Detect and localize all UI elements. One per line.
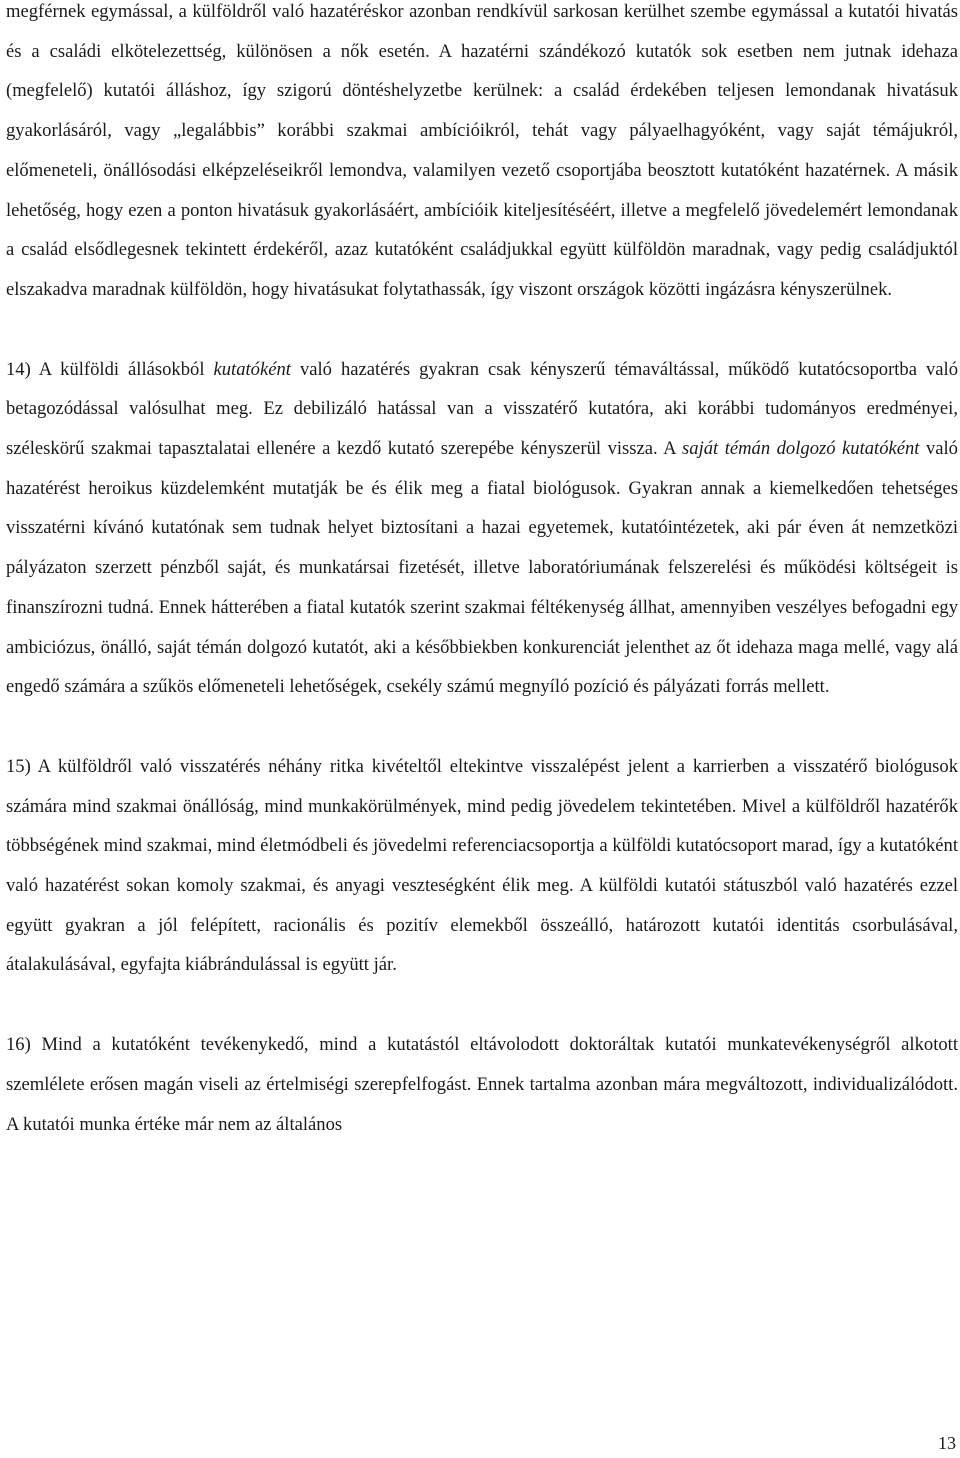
paragraph-text: megférnek egymással, a külföldről való hazatéréskor azonban rendkívül sarkosan kerülhet szembe egymással a kutatói hivatás és a családi elkötelezettség, különösen a nők esetén. A hazatérni szándékozó kutatók sok esetben nem jutnak idehaza (megfelelő) kutatói álláshoz, így szigorú döntéshelyzetbe kerülnek: a család érdekében teljesen lemondanak hivatásuk gyakorlásáról, vagy „legalábbis” korábbi szakmai ambícióikról, tehát vagy pályaelhagyóként, vagy saját témájukról, előmeneteli, önállósodási elképzeléseikről lemondva, valamilyen vezető csoportjába beosztott kutatóként hazatérnek. A másik lehetőség, hogy ezen a ponton hivatásuk gyakorlásáért, ambícióik kiteljesítéséért, illetve a megfelelő jövedelemért lemondanak a család elsődlegesnek tekintett érdekéről, azaz kutatóként családjukkal együtt külföldön maradnak, vagy pedig családjuktól elszakadva maradnak külföldön, hogy hivatásukat folytathassák, így viszont országok közötti ingázásra kényszerülnek. bbox=[6, 1, 958, 300]
page-number: 13 bbox=[938, 1433, 956, 1453]
paragraph-15 bbox=[6, 747, 958, 985]
paragraph-16 bbox=[6, 1025, 958, 1144]
paragraph-text: való hazatérést heroikus küzdelemként mutatják be és élik meg a fiatal biológusok. Gyakran annak a kiemelkedően tehetséges visszatérni kívánó kutatónak sem tudnak helyet biztosítani a hazai egyetemek, kutatóintézetek, aki pár éven át nemzetközi pályázaton szerzett pénzből saját, és munkatársai fizetését, illetve laboratóriumának felszerelési és működési költségeit is finanszírozni tudná. Ennek hátterében a fiatal kutatók szerint szakmai féltékenység állhat, amennyiben veszélyes befogadni egy ambiciózus, önálló, saját témán dolgozó kutatót, aki a későbbiekben konkurenciát jelenthet az őt idehaza maga mellé, vagy alá engedő számára a szűkös előmeneteli lehetőségek, csekély számú megnyíló pozíció és pályázati forrás mellett. bbox=[6, 438, 958, 698]
paragraph-text: való hazatérés gyakran csak kényszerű témaváltással, működő kutatócsoportba való betagozódással valósulhat meg. Ez debilizáló hatással van a visszatérő kutatóra, aki korábbi tudományos eredményei, széleskörű szakmai tapasztalatai ellenére a kezdő kutató szerepébe kényszerül vissza. A bbox=[6, 358, 958, 460]
emphasis-text: kutatóként bbox=[213, 358, 291, 380]
paragraph-text: 15) A külföldről való visszatérés néhány ritka kivételtől eltekintve visszalépést jelent a karrierben a visszatérő biológusok számára mind szakmai önállóság, mind munkakörülmények, mind pedig jövedelem tekintetében. Mivel a külföldről hazatérők többségének mind szakmai, mind életmódbeli és jövedelmi referenciacsoportja a külföldi kutatócsoport marad, így a kutatóként való hazatérést sokan komoly szakmai, és anyagi veszteségként élik meg. A külföldi kutatói státuszból való hazatérés ezzel együtt gyakran a jól felépített, racionális és pozitív elemekből összeálló, határozott kutatói identitás csorbulásával, átalakulásával, egyfajta kiábrándulással is együtt jár. bbox=[6, 755, 958, 976]
paragraph-continuation bbox=[6, 0, 958, 310]
paragraph-text: 16) Mind a kutatóként tevékenykedő, mind a kutatástól eltávolodott doktoráltak kutatói munkatevékenységről alkotott szemlélete erősen magán viseli az értelmiségi szerepfelfogást. Ennek tartalma azonban mára megváltozott, individualizálódott. A kutatói munka értéke már nem az általános bbox=[6, 1034, 958, 1135]
emphasis-text: saját témán dolgozó kutatóként bbox=[682, 438, 920, 460]
paragraph-text: 14) A külföldi állásokból bbox=[6, 358, 214, 380]
document-page bbox=[6, 0, 958, 1144]
paragraph-14 bbox=[6, 350, 958, 707]
